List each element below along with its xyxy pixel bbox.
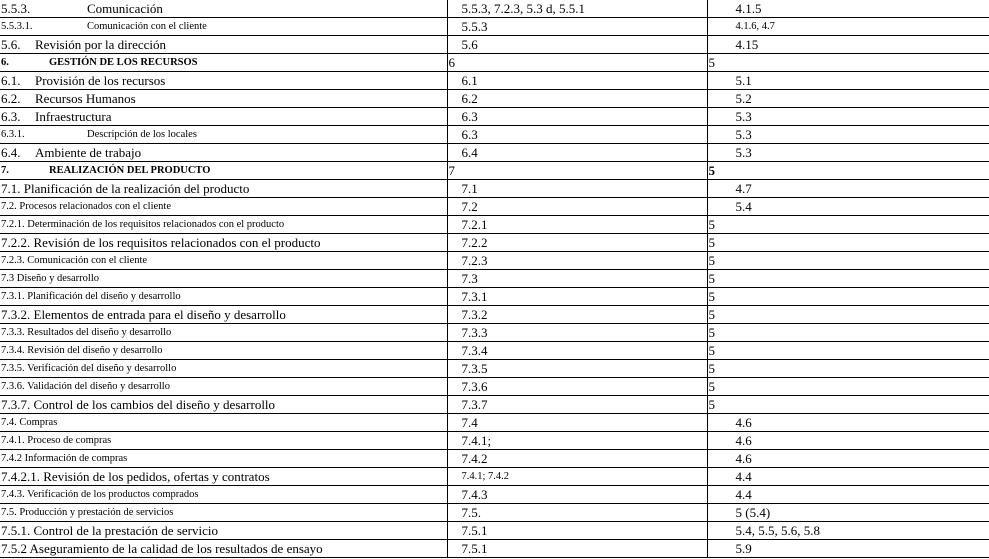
equivalence-cell: 5.9 (707, 540, 989, 558)
reference-cell: 5.5.3, 7.2.3, 5.3 d, 5.5.1 (447, 0, 707, 18)
table-row (0, 18, 989, 36)
table-row (0, 486, 989, 504)
clause-title: Planificación del diseño y desarrollo (27, 291, 181, 302)
reference-cell: 7.5.1 (447, 522, 707, 540)
clause-cell (0, 360, 447, 378)
clause-number: 7.2. (1, 201, 17, 212)
equivalence-cell: 4.15 (707, 36, 989, 54)
table-row (0, 198, 989, 216)
table-row (0, 0, 989, 18)
clause-cell (0, 306, 447, 324)
reference-cell: 7.3.5 (447, 360, 707, 378)
clause-number: 6.1. (1, 73, 21, 88)
equivalence-cell: 5.4 (707, 198, 989, 216)
reference-cell: 5.5.3 (447, 18, 707, 36)
clause-number: 7.5.2 (1, 541, 27, 556)
clause-number: 7.4. (1, 417, 17, 428)
table-row (0, 234, 989, 252)
clause-title: Revisión por la dirección (35, 37, 167, 52)
clause-cell (0, 288, 447, 306)
equivalence-cell: 5 (707, 234, 989, 252)
clause-number: 7.1. (1, 181, 21, 196)
equivalence-cell: 4.6 (707, 414, 989, 432)
reference-cell: 7.3.3 (447, 324, 707, 342)
equivalence-cell: 4.7 (707, 180, 989, 198)
equivalence-cell: 5 (707, 306, 989, 324)
clause-cell (0, 324, 447, 342)
equivalence-cell: 5 (707, 324, 989, 342)
equivalence-cell: 5.3 (707, 144, 989, 162)
equivalence-cell: 5 (707, 162, 989, 180)
reference-cell: 7.5.1 (447, 540, 707, 558)
clause-title: Control de la prestación de servicio (33, 523, 218, 538)
table-row (0, 414, 989, 432)
clause-title: Comunicación con el cliente (27, 255, 148, 266)
clause-title: Infraestructura (35, 109, 112, 124)
table-row (0, 144, 989, 162)
clause-title: Compras (19, 417, 58, 428)
reference-cell: 7.4 (447, 414, 707, 432)
equivalence-cell: 4.1.6, 4.7 (707, 18, 989, 36)
table-row (0, 180, 989, 198)
reference-cell: 6.1 (447, 72, 707, 90)
equivalence-cell: 4.6 (707, 450, 989, 468)
clause-title: REALIZACIÓN DEL PRODUCTO (49, 165, 211, 176)
clause-title: Procesos relacionados con el cliente (19, 201, 171, 212)
clause-cell (0, 540, 447, 558)
clause-title: Revisión de los requisitos relacionados con el producto (33, 235, 321, 250)
clause-title: Aseguramiento de la calidad de los resultados de ensayo (29, 541, 323, 556)
clause-cell (0, 270, 447, 288)
clause-cell (0, 90, 447, 108)
reference-cell: 7.2.3 (447, 252, 707, 270)
clause-title: Control de los cambios del diseño y desarrollo (33, 397, 276, 412)
clause-number: 7.3.3. (1, 327, 25, 338)
reference-cell: 7.3.7 (447, 396, 707, 414)
equivalence-cell: 5 (707, 252, 989, 270)
clause-title: Verificación del diseño y desarrollo (27, 363, 177, 374)
table-row (0, 216, 989, 234)
equivalence-cell: 5 (707, 378, 989, 396)
table-row (0, 90, 989, 108)
clause-number: 6.4. (1, 145, 21, 160)
clause-number: 7.3.1. (1, 291, 25, 302)
reference-cell: 6.4 (447, 144, 707, 162)
clause-title: Descripción de los locales (87, 129, 197, 140)
clause-cell (0, 414, 447, 432)
clause-cell (0, 234, 447, 252)
reference-cell: 7.3.4 (447, 342, 707, 360)
clause-number: 7.4.2 (1, 453, 22, 464)
clause-number: 5.5.3. (1, 1, 31, 16)
clause-cell (0, 486, 447, 504)
reference-cell: 7.3 (447, 270, 707, 288)
clause-number: 7.5.1. (1, 523, 31, 538)
equivalence-cell: 5 (707, 396, 989, 414)
clause-number: 7.4.2.1. (1, 469, 40, 484)
reference-cell: 7.4.1; 7.4.2 (447, 468, 707, 486)
clause-number: 6.3.1. (1, 129, 25, 140)
clause-number: 7.3.6. (1, 381, 25, 392)
table-row (0, 522, 989, 540)
reference-cell: 7 (447, 162, 707, 180)
equivalence-cell: 5.4, 5.5, 5.6, 5.8 (707, 522, 989, 540)
reference-cell: 6.3 (447, 126, 707, 144)
clause-number: 7.5. (1, 507, 17, 518)
clause-cell (0, 72, 447, 90)
clause-number: 7.4.1. (1, 435, 25, 446)
equivalence-cell: 5 (707, 270, 989, 288)
clause-title: Diseño y desarrollo (16, 273, 99, 284)
clause-title: Producción y prestación de servicios (19, 507, 174, 518)
clause-number: 7.3.4. (1, 345, 25, 356)
clause-number: 7.2.2. (1, 235, 31, 250)
clause-title: Planificación de la realización del producto (23, 181, 250, 196)
clause-title: Validación del diseño y desarrollo (27, 381, 170, 392)
clause-number: 6.3. (1, 109, 21, 124)
clause-title: Comunicación (87, 1, 163, 16)
reference-cell: 7.4.2 (447, 450, 707, 468)
reference-cell: 7.5. (447, 504, 707, 522)
clause-number: 7.3.2. (1, 307, 31, 322)
table-row (0, 540, 989, 558)
clause-title: Resultados del diseño y desarrollo (27, 327, 172, 338)
clause-title: Revisión del diseño y desarrollo (27, 345, 163, 356)
clause-cell (0, 108, 447, 126)
clause-cell (0, 216, 447, 234)
table-row (0, 108, 989, 126)
clause-cell (0, 504, 447, 522)
equivalence-cell: 5.3 (707, 126, 989, 144)
table-row (0, 450, 989, 468)
clause-number: 7.2.3. (1, 255, 25, 266)
clause-cell (0, 198, 447, 216)
clause-cell (0, 342, 447, 360)
clause-number: 7.3.5. (1, 363, 25, 374)
table-row (0, 252, 989, 270)
clause-cell (0, 162, 447, 180)
table-row (0, 324, 989, 342)
equivalence-cell: 5.1 (707, 72, 989, 90)
clause-title: Comunicación con el cliente (87, 21, 207, 32)
clause-cell (0, 180, 447, 198)
reference-cell: 7.3.2 (447, 306, 707, 324)
clause-title: Verificación de los productos comprados (27, 489, 199, 500)
clause-cell (0, 450, 447, 468)
clause-number: 7.4.3. (1, 489, 25, 500)
clause-cell (0, 252, 447, 270)
table-row (0, 54, 989, 72)
reference-cell: 6.3 (447, 108, 707, 126)
clause-cell (0, 432, 447, 450)
equivalence-cell: 5.2 (707, 90, 989, 108)
table-row (0, 396, 989, 414)
reference-cell: 6.2 (447, 90, 707, 108)
table-row (0, 306, 989, 324)
reference-cell: 7.2.1 (447, 216, 707, 234)
reference-cell: 7.3.6 (447, 378, 707, 396)
clause-number: 7.3 (1, 273, 15, 284)
equivalence-cell: 4.4 (707, 468, 989, 486)
table-row (0, 72, 989, 90)
equivalence-cell: 4.1.5 (707, 0, 989, 18)
clause-cell (0, 0, 447, 18)
table-row (0, 504, 989, 522)
clause-title: Provisión de los recursos (35, 73, 166, 88)
clause-title: GESTIÓN DE LOS RECURSOS (49, 57, 198, 68)
equivalence-cell: 5 (707, 360, 989, 378)
clause-number: 5.5.3.1. (1, 21, 33, 32)
clause-number: 7.2.1. (1, 219, 25, 230)
equivalence-cell: 5 (5.4) (707, 504, 989, 522)
clause-title: Elementos de entrada para el diseño y desarrollo (33, 307, 286, 322)
table-row (0, 162, 989, 180)
clause-title: Recursos Humanos (35, 91, 136, 106)
clause-cell (0, 18, 447, 36)
clause-cell (0, 144, 447, 162)
table-row (0, 432, 989, 450)
reference-cell: 6 (447, 54, 707, 72)
reference-cell: 7.2 (447, 198, 707, 216)
table-row (0, 126, 989, 144)
clause-title: Ambiente de trabajo (35, 145, 142, 160)
reference-cell: 5.6 (447, 36, 707, 54)
clause-number: 6. (1, 57, 9, 68)
clause-title: Revisión de los pedidos, ofertas y contratos (43, 469, 270, 484)
table-row (0, 468, 989, 486)
clause-cell (0, 54, 447, 72)
table-row (0, 360, 989, 378)
clause-cell (0, 522, 447, 540)
clause-cell (0, 468, 447, 486)
equivalence-cell: 4.6 (707, 432, 989, 450)
equivalence-cell: 5.3 (707, 108, 989, 126)
table-row (0, 288, 989, 306)
clause-number: 7. (1, 165, 9, 176)
equivalence-cell: 4.4 (707, 486, 989, 504)
clause-cell (0, 126, 447, 144)
reference-cell: 7.4.1; (447, 432, 707, 450)
table-row (0, 342, 989, 360)
equivalence-cell: 5 (707, 54, 989, 72)
clause-title: Información de compras (24, 453, 128, 464)
clause-cell (0, 36, 447, 54)
table-row (0, 36, 989, 54)
reference-cell: 7.4.3 (447, 486, 707, 504)
reference-cell: 7.1 (447, 180, 707, 198)
equivalence-cell: 5 (707, 288, 989, 306)
table-row (0, 270, 989, 288)
table-row (0, 378, 989, 396)
clause-number: 6.2. (1, 91, 21, 106)
reference-cell: 7.2.2 (447, 234, 707, 252)
clause-cell (0, 396, 447, 414)
clause-cell (0, 378, 447, 396)
clause-number: 5.6. (1, 37, 21, 52)
equivalence-cell: 5 (707, 216, 989, 234)
reference-cell: 7.3.1 (447, 288, 707, 306)
equivalence-cell: 5 (707, 342, 989, 360)
clause-title: Proceso de compras (27, 435, 112, 446)
clause-title: Determinación de los requisitos relacionados con el producto (27, 219, 285, 230)
clause-number: 7.3.7. (1, 397, 31, 412)
